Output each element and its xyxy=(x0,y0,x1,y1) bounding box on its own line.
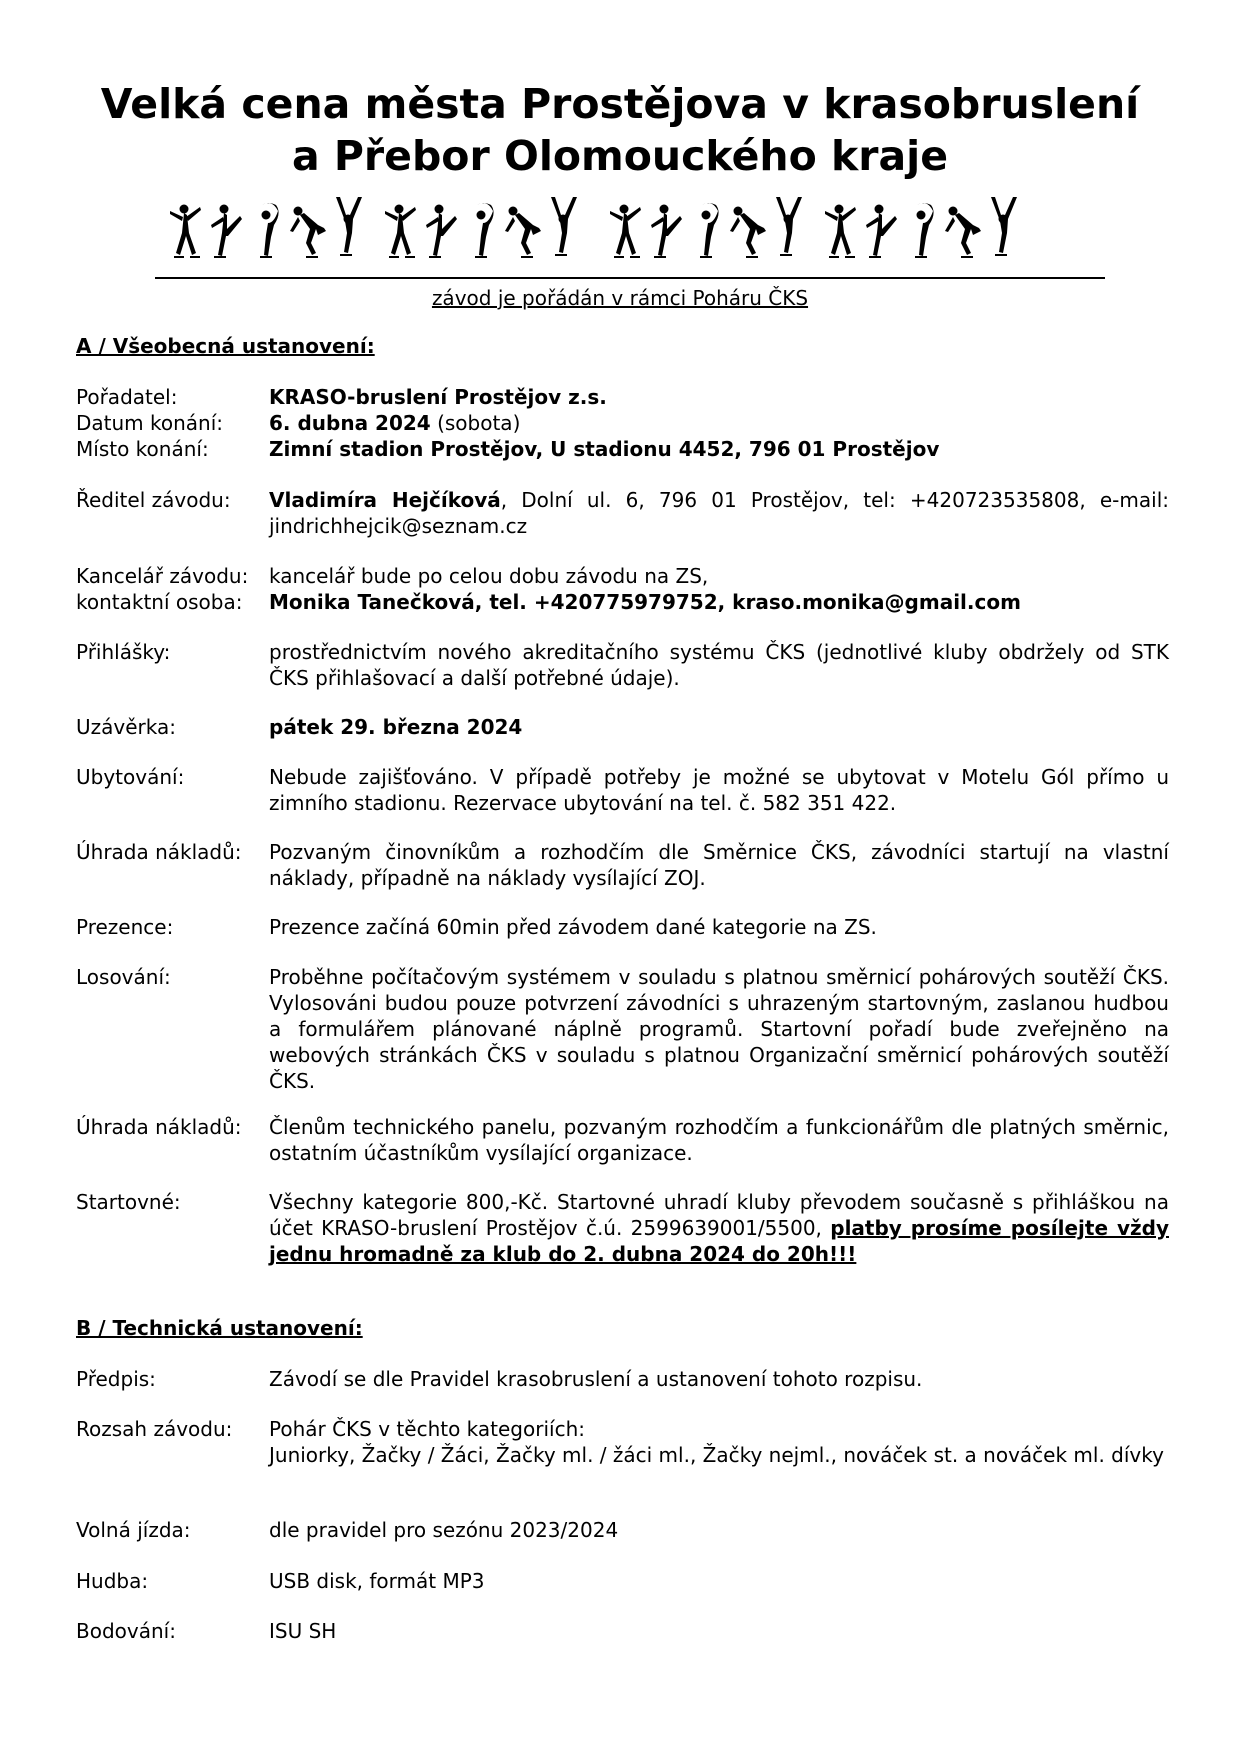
title-line-2: a Přebor Olomouckého kraje xyxy=(291,132,949,180)
row-value xyxy=(269,487,1169,539)
row-uhrada-2 xyxy=(76,1114,1169,1166)
event-day-note: (sobota) xyxy=(430,411,521,435)
row-label: Místo konání: xyxy=(76,437,209,461)
row-value: Nebude zajišťováno. V případě potřeby je možné se ubytovat v Motelu Gól přímo u zimního stadionu. Rezervace ubytování na tel. č. 582 351 422. xyxy=(269,765,1169,815)
row-volna-jizda xyxy=(76,1517,1169,1543)
director-name: Vladimíra Hejčíková xyxy=(269,488,501,512)
row-label: Prezence: xyxy=(76,915,174,939)
row-ubytovani xyxy=(76,764,1169,816)
row-label: Pořadatel: xyxy=(76,385,178,409)
row-label: Úhrada nákladů: xyxy=(76,840,242,864)
section-b-heading: B / Technická ustanovení: xyxy=(76,1316,363,1340)
row-uzaverka xyxy=(76,714,1169,740)
categories-list: Juniorky, Žačky / Žáci, Žačky ml. / žáci ml., Žačky nejml., nováček st. a nováček ml. dívky xyxy=(269,1443,1164,1467)
row-prezence xyxy=(76,914,1169,940)
skater-group-2 xyxy=(385,197,577,257)
row-label: Hudba: xyxy=(76,1569,149,1593)
event-date: 6. dubna 2024 xyxy=(269,411,431,435)
subtitle: závod je pořádán v rámci Poháru ČKS xyxy=(431,286,809,310)
row-value: KRASO-bruslení Prostějov z.s. xyxy=(269,385,607,409)
row-value: ISU SH xyxy=(269,1619,337,1643)
row-losovani xyxy=(76,964,1169,1094)
row-label: Předpis: xyxy=(76,1367,156,1391)
skater-group-1 xyxy=(170,197,362,257)
fee-text: Všechny kategorie 800,-Kč. Startovné uhradí kluby převodem současně s přihláškou na účet KRASO-bruslení Prostějov č.ú. 2599639001/5500, xyxy=(269,1190,1169,1240)
row-value: dle pravidel pro sezónu 2023/2024 xyxy=(269,1518,619,1542)
row-label: Rozsah závodu: xyxy=(76,1417,233,1441)
row-value: prostřednictvím nového akreditačního systému ČKS (jednotlivé kluby obdržely od STK ČKS přihlašovací a další potřebné údaje). xyxy=(269,640,1169,690)
row-value: Monika Tanečková, tel. +420775979752, kraso.monika@gmail.com xyxy=(269,590,1021,614)
title-line-1: Velká cena města Prostějova v krasobruslení xyxy=(100,80,1140,128)
row-poradatel xyxy=(76,384,1169,410)
row-value xyxy=(269,1416,1169,1468)
horizontal-divider xyxy=(155,277,1105,279)
row-value: Závodí se dle Pravidel krasobruslení a ustanovení tohoto rozpisu. xyxy=(269,1367,923,1391)
row-datum xyxy=(76,410,1169,436)
row-misto xyxy=(76,436,1169,462)
row-bodovani xyxy=(76,1618,1169,1644)
categories-intro: Pohár ČKS v těchto kategoriích: xyxy=(269,1417,585,1441)
row-label: Datum konání: xyxy=(76,411,224,435)
row-value: USB disk, formát MP3 xyxy=(269,1569,485,1593)
row-label: kontaktní osoba: xyxy=(76,590,243,614)
payment-notice: platby prosíme posílejte vždy jednu hromadně za klub do 2. dubna 2024 do 20h!!! xyxy=(269,1216,1169,1266)
row-startovne xyxy=(76,1189,1169,1267)
document-title xyxy=(0,78,1240,182)
row-kontakt xyxy=(76,589,1169,615)
row-label: Ředitel závodu: xyxy=(76,488,231,512)
row-hudba xyxy=(76,1568,1169,1594)
row-label: Kancelář závodu: xyxy=(76,564,249,588)
director-details: , Dolní ul. 6, 796 01 Prostějov, tel: +420723535808, e-mail: jindrichhejcik@seznam.cz xyxy=(269,488,1169,538)
skater-silhouettes-banner xyxy=(170,195,1090,275)
row-reditel xyxy=(76,487,1169,539)
row-value: Prezence začíná 60min před závodem dané kategorie na ZS. xyxy=(269,915,877,939)
row-value: Proběhne počítačovým systémem v souladu s platnou směrnicí pohárových soutěží ČKS. Vylosováni budou pouze potvrzení závodníci s uhrazeným startovným, zaslanou hudbou a formulářem plánované náplně programů. Startovní pořadí bude zveřejněno na webových stránkách ČKS v souladu s platnou Organizační směrnicí pohárových soutěží ČKS. xyxy=(269,965,1169,1093)
row-label: Ubytování: xyxy=(76,765,185,789)
row-label: Přihlášky: xyxy=(76,640,171,664)
row-label: Startovné: xyxy=(76,1190,181,1214)
row-label: Uzávěrka: xyxy=(76,715,176,739)
skater-group-4 xyxy=(825,197,1017,257)
row-value: Pozvaným činovníkům a rozhodčím dle Směrnice ČKS, závodníci startují na vlastní náklady, případně na náklady vysílající ZOJ. xyxy=(269,840,1169,890)
section-a-heading: A / Všeobecná ustanovení: xyxy=(76,334,375,358)
row-value: Členům technického panelu, pozvaným rozhodčím a funkcionářům dle platných směrnic, ostatním účastníkům vysílající organizace. xyxy=(269,1115,1169,1165)
row-uhrada-1 xyxy=(76,839,1169,891)
row-rozsah xyxy=(76,1416,1169,1468)
row-value xyxy=(269,1189,1169,1267)
row-predpis xyxy=(76,1366,1169,1392)
row-label: Úhrada nákladů: xyxy=(76,1115,242,1139)
row-label: Bodování: xyxy=(76,1619,176,1643)
row-value: Zimní stadion Prostějov, U stadionu 4452, 796 01 Prostějov xyxy=(269,437,940,461)
row-prihlasky xyxy=(76,639,1169,691)
row-value: pátek 29. března 2024 xyxy=(269,715,523,739)
skater-group-3 xyxy=(610,197,802,257)
row-value xyxy=(269,410,1169,436)
row-kancelar xyxy=(76,563,1169,589)
row-label: Volná jízda: xyxy=(76,1518,191,1542)
row-value: kancelář bude po celou dobu závodu na ZS, xyxy=(269,564,709,588)
row-label: Losování: xyxy=(76,965,171,989)
